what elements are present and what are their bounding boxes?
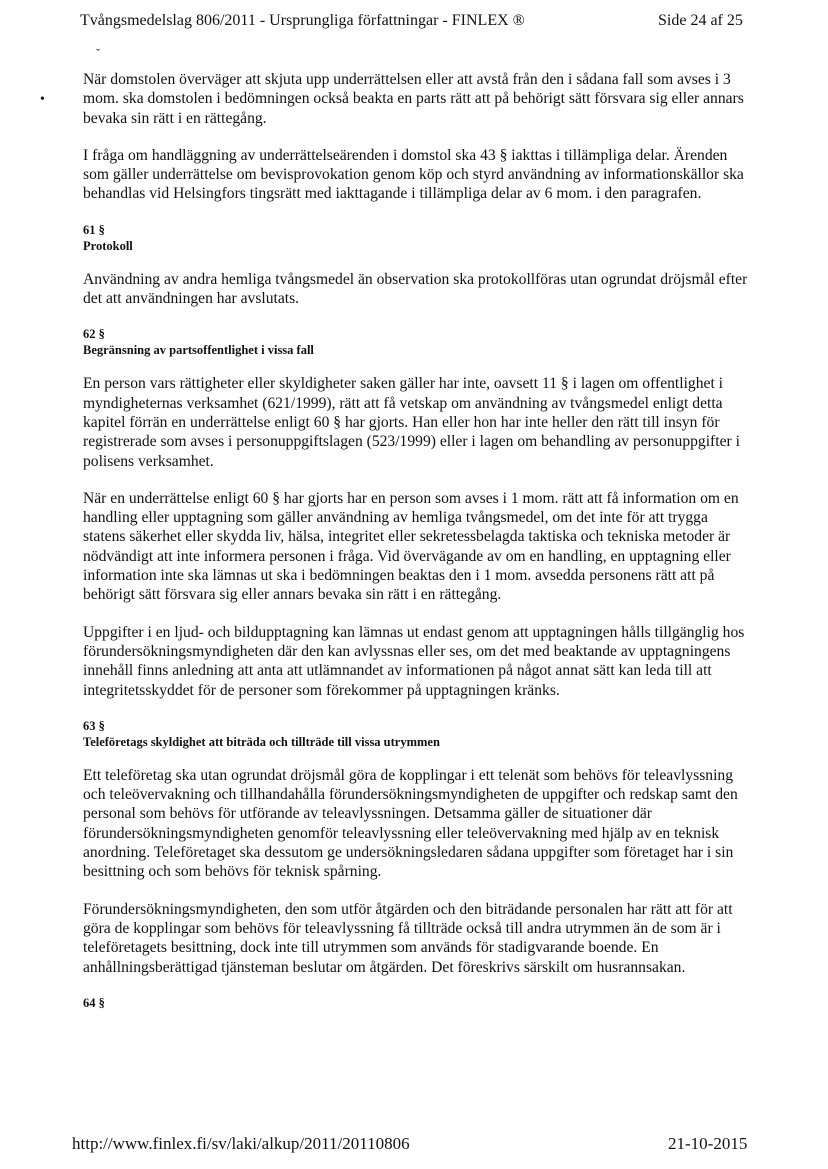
footer-url: http://www.finlex.fi/sv/laki/alkup/2011/20110806 [72, 1134, 410, 1153]
paragraph: Uppgifter i en ljud- och bildupptagning kan lämnas ut endast genom att upptagningen hålls tillgänglig hos förundersökningsmyndigheten där den kan avlyssnas eller ses, om det med beaktande av upptagningens innehåll finns anledning att anta att utlämnandet av informationen på något annat sätt kan leda till att integritetsskyddet för de personer som förekommer på upptagningen kränks. [83, 623, 745, 699]
section-title: Protokoll [83, 238, 133, 253]
footer-date: 21-10-2015 [668, 1134, 748, 1153]
section-title: Teleföretags skyldighet att biträda och tillträde till vissa utrymmen [83, 734, 440, 749]
page-header-page-number: Side 24 af 25 [658, 12, 743, 29]
page-header-title: Tvångsmedelslag 806/2011 - Ursprungliga författningar - FINLEX ® [80, 12, 525, 29]
section-number: 64 § [83, 995, 105, 1010]
paragraph: I fråga om handläggning av underrättelseärenden i domstol ska 43 § iakttas i tillämpliga delar. Ärenden som gäller underrättelse om bevisprovokation genom köp och styrd användning av informationskällor ska behandlas vid Helsingfors tingsrätt med iakttagande i tillämpliga delar av 6 mom. i den paragrafen. [83, 146, 744, 203]
paragraph: När domstolen överväger att skjuta upp underrättelsen eller att avstå från den i sådana fall som avses i 3 mom. ska domstolen i bedömningen också beakta en parts rätt att på behörigt sätt försvara sig eller annars bevaka sin rätt i en rättegång. [83, 71, 744, 127]
paragraph: Förundersökningsmyndigheten, den som utför åtgärden och den biträdande personalen har rätt att för att göra de kopplingar som behövs för teleavlyssning få tillträde också till andra utrymmen än de som är i teleföretagets besittning, dock inte till utrymmen som används för stadigvarande boende. En anhållningsberättigad tjänsteman beslutar om åtgärden. Det föreskrivs särskilt om husrannsakan. [83, 900, 733, 976]
section-title: Begränsning av partsoffentlighet i vissa fall [83, 343, 314, 358]
paragraph: När en underrättelse enligt 60 § har gjorts har en person som avses i 1 mom. rätt att få information om en handling eller upptagning som gäller användning av hemliga tvångsmedel, om det inte för att trygga statens säkerhet eller skydda liv, hälsa, integritet eller sekretessbelagda taktiska och tekniska metoder är nödvändigt att inte informera personen i fråga. Vid övervägande av om en handling, en upptagning eller information inte ska lämnas ut ska i bedömningen beaktas den i 1 mom. avsedda personens rätt att på behörigt sätt försvara sig eller annars bevaka sin rätt i en rättegång. [83, 489, 739, 604]
scan-dot: • [40, 92, 45, 107]
paragraph: Användning av andra hemliga tvångsmedel än observation ska protokollföras utan ogrundat dröjsmål efter det att användningen har avslutats. [83, 270, 748, 308]
scan-mark: ˇ [96, 46, 100, 60]
document-body [83, 70, 751, 1011]
section-number: 63 § [83, 718, 105, 733]
paragraph: En person vars rättigheter eller skyldigheter saken gäller har inte, oavsett 11 § i lagen om offentlighet i myndigheternas verksamhet (621/1999), rätt att få vetskap om användning av tvångsmedel enligt detta kapitel förrän en underrättelse enligt 60 § har gjorts. Han eller hon har inte heller den rätt till insyn för registrerade som avses i personuppgiftslagen (523/1999) eller i lagen om behandling av personuppgifter i polisens verksamhet. [83, 375, 740, 470]
paragraph: Ett teleföretag ska utan ogrundat dröjsmål göra de kopplingar i ett telenät som behövs för teleavlyssning och teleövervakning och tillhandahålla förundersökningsmyndigheten de uppgifter och redskap samt den personal som behövs för utförande av teleavlyssningen. Detsamma gäller de situationer där förundersökningsmyndigheten genomför teleavlyssning eller teleövervakning med hjälp av en teknisk anordning. Teleföretaget ska dessutom ge undersökningsledaren sådana uppgifter som företaget har i sin besittning och som behövs för teknisk spårning. [83, 766, 738, 881]
section-number: 61 § [83, 222, 105, 237]
section-number: 62 § [83, 327, 105, 342]
